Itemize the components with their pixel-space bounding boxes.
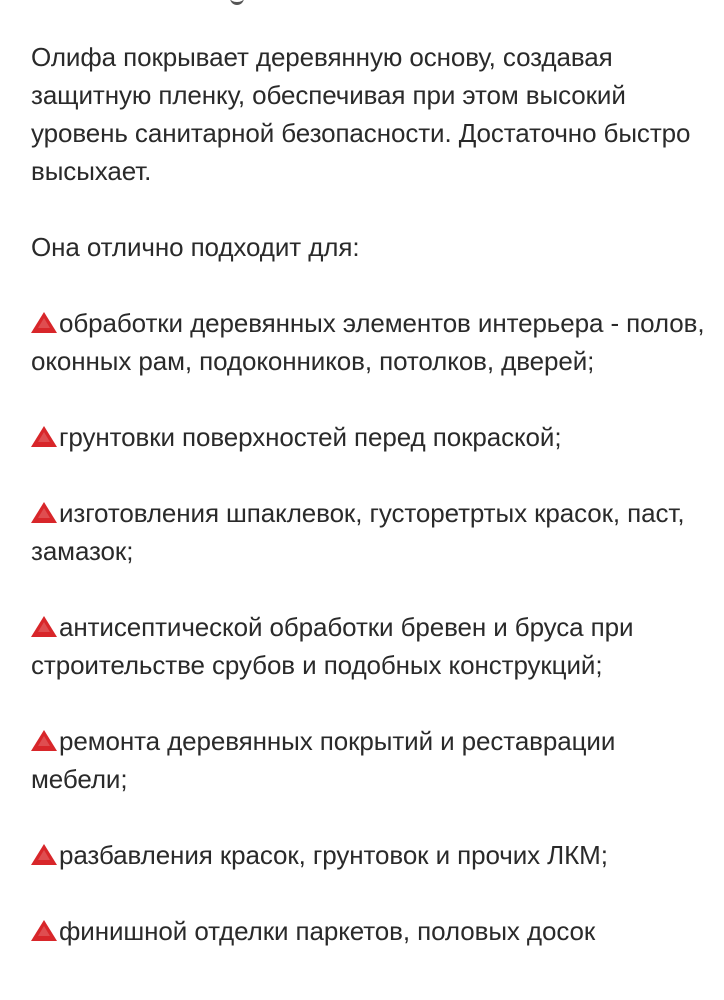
list-item: [31, 722, 711, 798]
list-item-text: разбавления красок, грунтовок и прочих ЛКМ;: [59, 840, 608, 870]
list-item-text: ремонта деревянных покрытий и реставрации мебели;: [31, 726, 616, 794]
list-intro: Она отлично подходит для:: [31, 232, 360, 262]
red-triangle-icon: [31, 426, 57, 447]
red-triangle-icon: [31, 312, 57, 333]
list-item: [31, 836, 711, 874]
list-item: [31, 494, 711, 570]
list-item-text: финишной отделки паркетов, половых досок: [59, 916, 596, 946]
list-item-text: грунтовки поверхностей перед покраской;: [59, 422, 562, 452]
red-triangle-icon: [31, 844, 57, 865]
list-item-text: антисептической обработки бревен и бруса при строительстве срубов и подобных конструкций;: [31, 612, 634, 680]
list-item: [31, 912, 711, 950]
list-item: [31, 304, 711, 380]
list-item: [31, 418, 711, 456]
red-triangle-icon: [31, 920, 57, 941]
red-triangle-icon: [31, 502, 57, 523]
intro-paragraph: Олифа покрывает деревянную основу, создавая защитную пленку, обеспечивая при этом высокий уровень санитарной безопасности. Достаточно быстро высыхает.: [31, 42, 691, 186]
list-item-text: обработки деревянных элементов интерьера - полов, оконных рам, подоконников, потолков, дверей;: [31, 308, 705, 376]
red-triangle-icon: [31, 616, 57, 637]
cut-off-glyph: [230, 0, 244, 5]
red-triangle-icon: [31, 730, 57, 751]
post-text: [31, 38, 711, 988]
list-item: [31, 608, 711, 684]
list-item-text: изготовления шпаклевок, густоретртых красок, паст, замазок;: [31, 498, 685, 566]
